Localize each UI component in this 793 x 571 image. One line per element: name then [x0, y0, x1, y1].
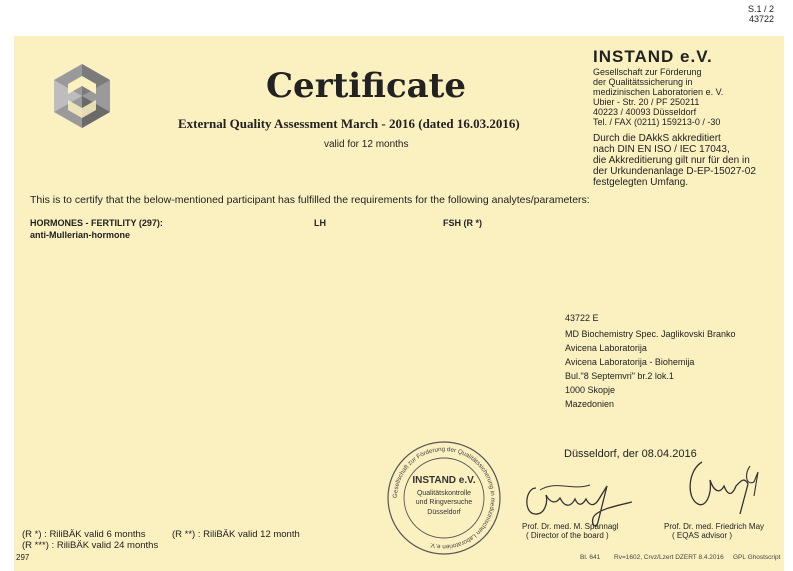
- rilibaek-footnote: (R **) : RiliBÄK valid 12 month: [172, 529, 300, 540]
- page-number: 43722: [748, 14, 775, 24]
- participant-id: 43722 E: [565, 313, 599, 323]
- accreditation-line: nach DIN EN ISO / IEC 17043,: [593, 144, 730, 155]
- rilibaek-footnote: (R *) : RiliBÄK valid 6 months: [22, 529, 146, 540]
- footer-reference: Rv=1602, Crvz/Lzert DZERT 8.4.2016: [614, 554, 724, 561]
- org-address-line: Ubier - Str. 20 / PF 250211: [593, 97, 700, 107]
- signatory-role: ( EQAS advisor ): [672, 531, 733, 540]
- footer-software: GPL Ghostscript: [733, 554, 781, 561]
- seal-line: und Ringversuche: [415, 499, 473, 506]
- instand-seal-stamp: [384, 438, 504, 558]
- participant-line: 1000 Skopje: [565, 385, 616, 395]
- footer-sheet: Bl. 641: [580, 554, 601, 561]
- validity-text: valid for 12 months: [324, 139, 409, 150]
- org-address-line: der Qualitätssicherung in: [593, 77, 693, 87]
- accreditation-line: Durch die DAkkS akkreditiert: [593, 133, 721, 144]
- seal-line: Qualitätskontrolle: [416, 490, 472, 497]
- analyte-item: LH: [314, 218, 326, 228]
- org-address-line: Gesellschaft zur Förderung: [593, 67, 702, 77]
- rilibaek-footnote: (R ***) : RiliBÄK valid 24 months: [22, 540, 159, 551]
- analyte-item: FSH (R *): [443, 218, 482, 228]
- signatory-name: Prof. Dr. med. M. Spannagl: [522, 522, 619, 531]
- signatory-name: Prof. Dr. med. Friedrich May: [664, 522, 765, 531]
- participant-line: Avicena Laboratorija: [565, 343, 647, 353]
- certificate-title: Certificate: [266, 66, 467, 106]
- participant-line: Avicena Laboratorija - Biohemija: [565, 357, 695, 367]
- seal-ring-text: Gesellschaft zur Förderung der Qualitätssicherung in medizinischen Laboratorien e.V.: [391, 445, 497, 551]
- participant-line: Mazedonien: [565, 399, 615, 409]
- place-and-date: Düsseldorf, der 08.04.2016: [564, 448, 697, 460]
- organization-name: INSTAND e.V.: [593, 47, 713, 66]
- signature-may: [680, 452, 770, 522]
- participant-line: Bul."8 Septemvri" br.2 lok.1: [565, 371, 674, 381]
- org-address-line: 40223 / 40093 Düsseldorf: [593, 107, 697, 117]
- accreditation-line: die Akkreditierung gilt nur für den in: [593, 155, 750, 166]
- accreditation-line: der Urkundenanlage D-EP-15027-02: [593, 166, 756, 177]
- footer-code: 297: [16, 553, 30, 562]
- page-marker: [748, 4, 774, 24]
- signature-spannagl: [520, 458, 635, 528]
- org-address-line: medizinischen Laboratorien e. V.: [593, 87, 724, 97]
- signatory-role: ( Director of the board ): [526, 531, 609, 540]
- seal-city: Düsseldorf: [427, 509, 461, 516]
- seal-name: INSTAND e.V.: [412, 475, 476, 486]
- participant-line: MD Biochemistry Spec. Jaglikovski Branko: [565, 329, 736, 339]
- instand-logo-icon: [46, 60, 118, 132]
- certification-statement: This is to certify that the below-mentioned participant has fulfilled the requirements for the following analytes/parameters:: [30, 194, 590, 206]
- org-address-line: Tel. / FAX (0211) 159213-0 / -30: [593, 117, 721, 127]
- page-label: S.1 / 2: [748, 4, 775, 14]
- assessment-subtitle: External Quality Assessment March - 2016 (dated 16.03.2016): [178, 116, 520, 131]
- analyte-item: anti-Mullerian-hormone: [30, 230, 131, 240]
- analyte-group: HORMONES - FERTILITY (297):: [30, 218, 163, 228]
- accreditation-line: festgelegten Umfang.: [593, 177, 689, 188]
